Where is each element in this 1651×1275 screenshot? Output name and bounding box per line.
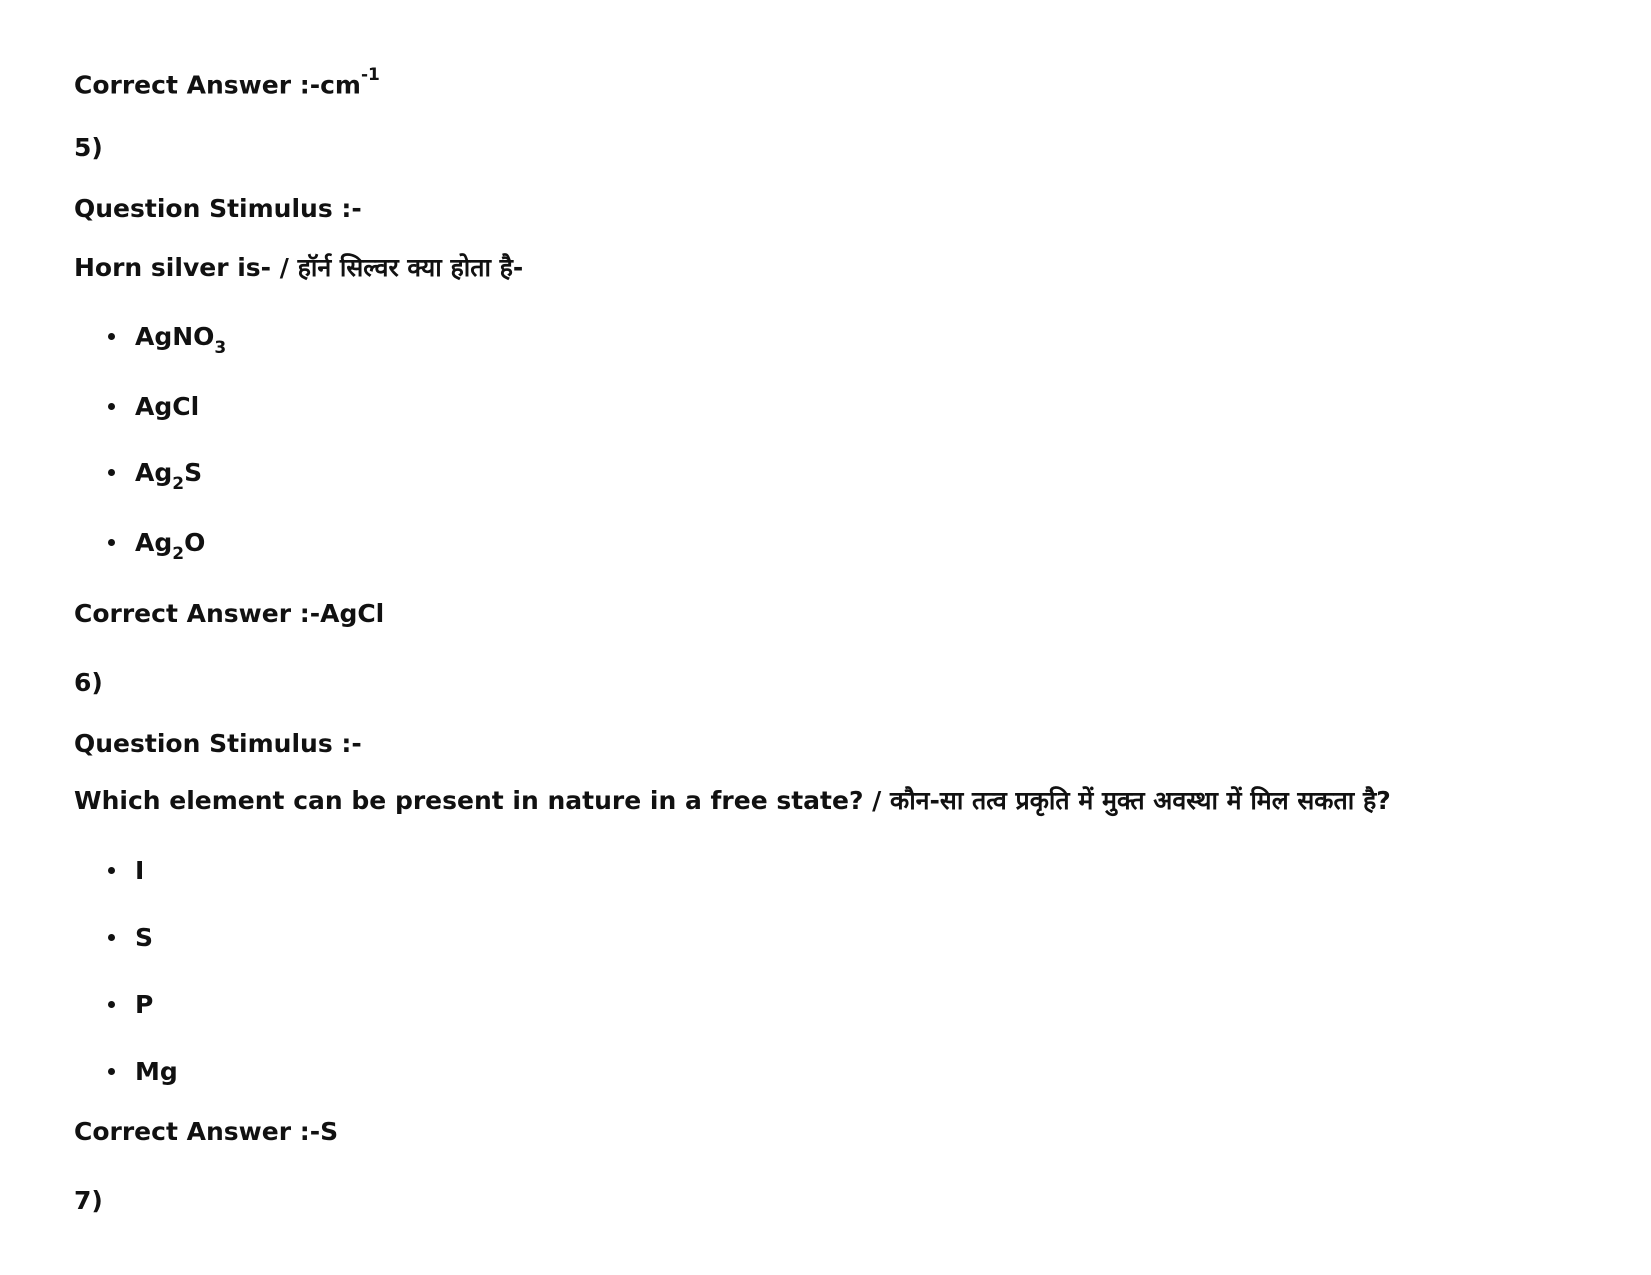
option-item — [108, 320, 226, 363]
question-stimulus-label: Question Stimulus :- — [74, 194, 362, 223]
correct-answer: Correct Answer :-S — [74, 1117, 339, 1146]
option-text: P — [135, 990, 154, 1019]
bullet-icon — [108, 867, 115, 874]
bullet-icon — [108, 469, 115, 476]
option-text-after: S — [184, 458, 203, 487]
option-text: AgCl — [135, 392, 200, 421]
option-item — [108, 526, 205, 569]
option-text: Mg — [135, 1057, 178, 1086]
option-text: Ag — [135, 458, 173, 487]
bullet-icon — [108, 934, 115, 941]
question-text: Which element can be present in nature in a free state? / कौन-सा तत्व प्रकृति में मुक्त अवस्था में मिल सकता है? — [74, 786, 1391, 815]
option-subscript: 2 — [172, 544, 185, 564]
question-number: 6) — [74, 668, 103, 697]
option-text-after: O — [184, 528, 206, 557]
correct-answer: Correct Answer :-AgCl — [74, 599, 385, 628]
question-number: 5) — [74, 133, 103, 162]
option-item — [108, 456, 202, 499]
question-number: 7) — [74, 1186, 103, 1215]
prev-correct-answer — [74, 62, 380, 102]
answer-unit: cm — [320, 70, 361, 100]
bullet-icon — [108, 539, 115, 546]
option-item — [108, 1055, 178, 1089]
answer-unit-exponent: -1 — [360, 65, 380, 85]
option-text: AgNO — [135, 322, 215, 351]
bullet-icon — [108, 403, 115, 410]
question-stimulus-label: Question Stimulus :- — [74, 729, 362, 758]
option-subscript: 2 — [172, 474, 185, 494]
option-text: Ag — [135, 528, 173, 557]
bullet-icon — [108, 1001, 115, 1008]
option-text: I — [135, 856, 145, 885]
answer-prefix: Correct Answer :- — [74, 70, 321, 100]
option-text: S — [135, 923, 154, 952]
question-text: Horn silver is- / हॉर्न सिल्वर क्या होता है- — [74, 253, 524, 282]
option-item — [108, 390, 199, 424]
option-item — [108, 854, 144, 888]
bullet-icon — [108, 1068, 115, 1075]
option-item — [108, 988, 153, 1022]
option-subscript: 3 — [214, 338, 227, 358]
option-item — [108, 921, 153, 955]
bullet-icon — [108, 333, 115, 340]
